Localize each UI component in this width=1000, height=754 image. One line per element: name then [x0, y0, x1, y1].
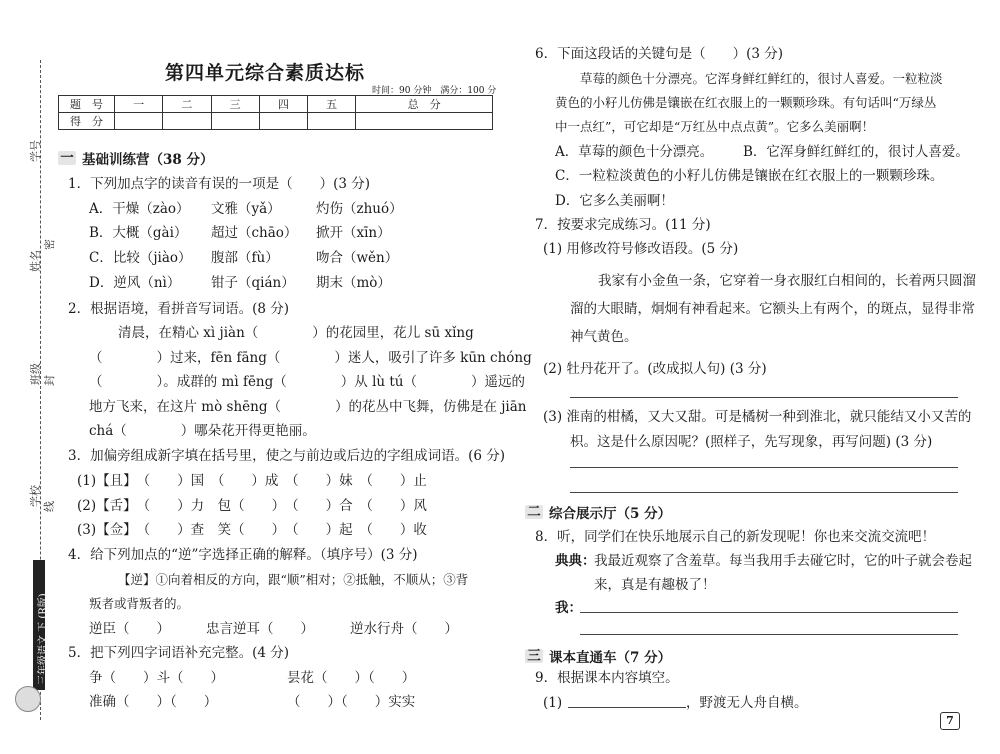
- q1-option: 吻合（wěn）: [316, 250, 399, 266]
- q4-definition: 叛者或背叛者的。: [89, 596, 190, 611]
- q2-line: （ ）过来，fēn fāng（ ）迷人，吸引了许多 kūn chóng: [89, 350, 532, 366]
- q2-line: （ ）。成群的 mì fēng（ ）从 lù tú（ ）遥远的: [89, 374, 525, 390]
- q4-stem: 4．给下列加点的“逆”字选择正确的解释。（填序号）(3 分): [68, 547, 418, 563]
- q5-item: （ ）（ ）实实: [287, 694, 416, 710]
- exam-meta: 时间：90 分钟 满分：100 分: [372, 86, 497, 96]
- q7-part3: (3) 淮南的柑橘，又大又甜。可是橘树一种到淮北，就只能结又小又苦的: [543, 409, 972, 425]
- q1-option: 掀开（xīn）: [316, 225, 391, 241]
- q7-part1-stem: (1) 用修改符号修改语段。(5 分): [543, 241, 739, 257]
- section-number: 三: [525, 649, 543, 663]
- q1-option: D．逆风（nì）: [89, 275, 181, 291]
- q5-stem: 5．把下列四字词语补充完整。(4 分): [68, 645, 290, 661]
- margin-label-student-id: 学号: [29, 140, 42, 162]
- q7-stem: 7．按要求完成练习。(11 分): [535, 217, 711, 233]
- q1-option: 灼伤（zhuó）: [316, 201, 403, 217]
- section-title: 课本直通车（7 分）: [549, 650, 672, 666]
- q4-item: 忠言逆耳（ ）: [206, 621, 314, 637]
- score-cell[interactable]: [211, 113, 259, 130]
- answer-line[interactable]: [570, 492, 958, 493]
- q5-item: 昙花（ ）（ ）: [287, 670, 416, 686]
- score-table: [58, 95, 493, 130]
- answer-line[interactable]: [570, 467, 958, 468]
- q1-option: 文雅（yǎ）: [211, 201, 281, 217]
- score-row-label: 得 分: [59, 113, 115, 130]
- score-header-cell: 三: [211, 96, 259, 113]
- q1-option: 期末（mò）: [316, 275, 391, 291]
- score-header-cell: 一: [115, 96, 163, 113]
- seal-char: 密: [43, 239, 56, 250]
- q6-option: B．它浑身鲜红鲜红的，很讨人喜爱。: [743, 144, 969, 160]
- section-number: 一: [58, 151, 76, 165]
- q2-stem: 2．根据语境，看拼音写词语。(8 分): [68, 301, 290, 317]
- q2-line: 地方飞来，在这片 mò shēng（ ）的花丛中飞舞，仿佛是在 jiān: [89, 399, 527, 415]
- q7-part2: (2) 牡丹花开了。(改成拟人句) (3 分): [543, 361, 767, 377]
- q4-item: 逆水行舟（ ）: [350, 621, 458, 637]
- q5-item: 争（ ）斗（ ）: [89, 670, 224, 686]
- score-cell[interactable]: [308, 113, 356, 130]
- q7-part1-text: 我家有小金鱼一条，它穿着一身衣服红白相间的，长着两只圆溜: [598, 273, 976, 289]
- q6-option: A．草莓的颜色十分漂亮。: [555, 144, 714, 160]
- q9-stem: 9．根据课本内容填空。: [535, 670, 679, 686]
- q3-row: (2)【舌】 （ ）力 包（ ） （ ）合 （ ）风: [77, 498, 427, 514]
- q8-speech: 来，真是有趣极了！: [594, 577, 716, 593]
- q6-passage: 草莓的颜色十分漂亮。它浑身鲜红鲜红的，很讨人喜爱。一粒粒淡: [580, 71, 943, 86]
- q8-stem: 8．听，同学们在快乐地展示自己的新发现呢！你也来交流交流吧！: [535, 529, 936, 545]
- q8-speech: 我最近观察了含羞草。每当我用手去碰它时，它的叶子就会卷起: [594, 553, 972, 569]
- answer-line[interactable]: [580, 634, 958, 635]
- book-label: 三年级语文 下 (R版): [38, 593, 49, 685]
- q1-option: 超过（chāo）: [211, 225, 298, 241]
- q3-row: (3)【佥】 （ ）查 笑（ ） （ ）起 （ ）收: [77, 522, 427, 538]
- score-header-cell: 二: [163, 96, 211, 113]
- q2-line: 清晨，在精心 xì jiàn（ ）的花园里，花儿 sū xǐng: [118, 325, 474, 341]
- q1-option: B．大概（gài）: [89, 225, 188, 241]
- q7-part1-text: 神气黄色。: [570, 329, 638, 345]
- q9-part-text: ，野渡无人舟自横。: [686, 695, 808, 711]
- q6-option: C．一粒粒淡黄色的小籽儿仿佛是镶嵌在红衣服上的一颗颗珍珠。: [555, 168, 944, 184]
- margin-label-class: 班级: [29, 363, 42, 385]
- score-cell[interactable]: [163, 113, 211, 130]
- q3-stem: 3．加偏旁组成新字填在括号里，使之与前边或后边的字组成词语。(6 分): [68, 448, 506, 464]
- seal-char: 封: [43, 375, 56, 386]
- section-number: 二: [525, 505, 543, 519]
- q6-stem: 6．下面这段话的关键句是（ ）(3 分): [535, 46, 784, 62]
- q4-item: 逆臣（ ）: [89, 621, 170, 637]
- margin-label-school: 学校: [29, 485, 42, 507]
- q7-part1-text: 溜的大眼睛，炯炯有神看起来。它额头上有两个，的斑点，显得非常: [570, 301, 975, 317]
- score-header-cell: 五: [308, 96, 356, 113]
- answer-line[interactable]: [580, 612, 958, 613]
- score-cell[interactable]: [259, 113, 307, 130]
- margin-label-name: 姓名: [29, 250, 42, 272]
- answer-line[interactable]: [570, 397, 958, 398]
- section-2-header: [525, 502, 671, 522]
- q1-stem: 1．下列加点字的读音有误的一项是（ ）(3 分): [68, 176, 371, 192]
- answer-line[interactable]: [568, 707, 686, 708]
- q1-option: A．干燥（zào）: [89, 201, 190, 217]
- q5-item: 准确（ ）（ ）: [89, 694, 218, 710]
- q6-passage: 黄色的小籽儿仿佛是镶嵌在红衣服上的一颗颗珍珠。有句话叫“万绿丛: [555, 95, 937, 110]
- score-cell[interactable]: [115, 113, 163, 130]
- score-header-cell: 题 号: [59, 96, 115, 113]
- q8-speaker: 典典：: [555, 553, 596, 569]
- mascot-icon: [15, 686, 41, 712]
- q3-row: (1)【且】 （ ）国 （ ）成 （ ）妹 （ ）止: [77, 473, 427, 489]
- section-title: 基础训练营（38 分）: [82, 152, 214, 168]
- section-title: 综合展示厅（5 分）: [549, 506, 672, 522]
- q4-definition: 【逆】①向着相反的方向，跟“顺”相对；②抵触，不顺从；③背: [118, 572, 469, 587]
- section-3-header: [525, 646, 671, 666]
- q9-part-label: (1): [543, 695, 563, 711]
- seal-char: 线: [43, 501, 56, 512]
- section-1-header: [58, 148, 214, 168]
- q2-line: chá（ ）哪朵花开得更艳丽。: [89, 423, 316, 439]
- q7-part3: 枳。这是什么原因呢？(照样子，先写现象，再写问题) (3 分): [570, 434, 933, 450]
- q1-option: 腹部（fù）: [211, 250, 279, 266]
- page-title: 第四单元综合素质达标: [165, 62, 366, 84]
- page-number: 7: [940, 712, 960, 730]
- score-header-cell: 总 分: [356, 96, 493, 113]
- score-cell[interactable]: [356, 113, 493, 130]
- q8-speaker: 我：: [555, 600, 582, 616]
- q1-option: C．比较（jiào）: [89, 250, 192, 266]
- q1-option: 钳子（qián）: [211, 275, 295, 291]
- q6-passage: 中一点红”，可它却是“万红丛中点点黄”。它多么美丽啊！: [555, 119, 875, 134]
- q6-option: D．它多么美丽啊！: [555, 193, 674, 209]
- score-header-cell: 四: [259, 96, 307, 113]
